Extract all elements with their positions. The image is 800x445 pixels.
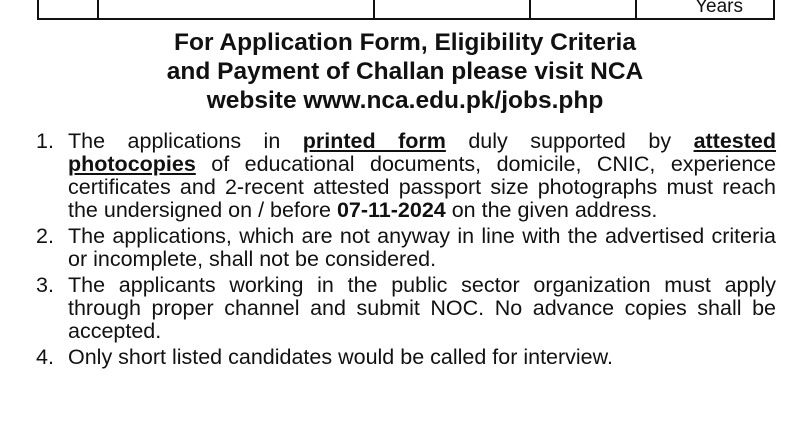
term-text: on the given address.: [445, 198, 658, 222]
term-text: duly supported by: [445, 129, 694, 153]
term-text: The applications in: [68, 129, 303, 153]
table-column-divider: [97, 0, 99, 18]
term-deadline-date: 07-11-2024: [336, 198, 446, 222]
header-line-3: website www.nca.edu.pk/jobs.php: [206, 87, 604, 114]
table-fragment: [37, 0, 775, 20]
table-column-divider: [635, 0, 637, 18]
term-number: 3.: [36, 273, 54, 297]
table-cell-years: Years: [695, 0, 743, 17]
term-text: The applicants working in the public sector organization must apply through proper channel and submit NOC. No advance copies shall be accepted.: [68, 273, 776, 343]
term-item-4: [36, 346, 776, 369]
term-emphasis-attested: attested: [693, 129, 777, 153]
term-text: Only short listed candidates would be called for interview.: [68, 345, 613, 369]
term-item-1: [36, 130, 776, 222]
header-line-2: and Payment of Challan please visit NCA: [166, 58, 644, 85]
term-text: of educational documents, domicile, CNIC, experience certificates and 2-recent attested passport size photographs must reach the undersigned on / before: [68, 152, 776, 222]
table-column-divider: [373, 0, 375, 18]
term-item-3: [36, 274, 776, 343]
term-text: The applications, which are not anyway in line with the advertised criteria or incomplete, shall not be considered.: [68, 224, 776, 271]
term-emphasis-printed-form: printed form: [302, 129, 446, 153]
table-column-divider: [529, 0, 531, 18]
term-emphasis-photocopies: photocopies: [68, 152, 196, 176]
term-item-2: [36, 225, 776, 271]
application-info-header: [30, 28, 780, 115]
term-number: 1.: [36, 129, 54, 153]
terms-list: [36, 130, 776, 372]
header-line-1: For Application Form, Eligibility Criteria: [174, 29, 636, 56]
term-number: 4.: [36, 345, 54, 369]
term-number: 2.: [36, 224, 54, 248]
